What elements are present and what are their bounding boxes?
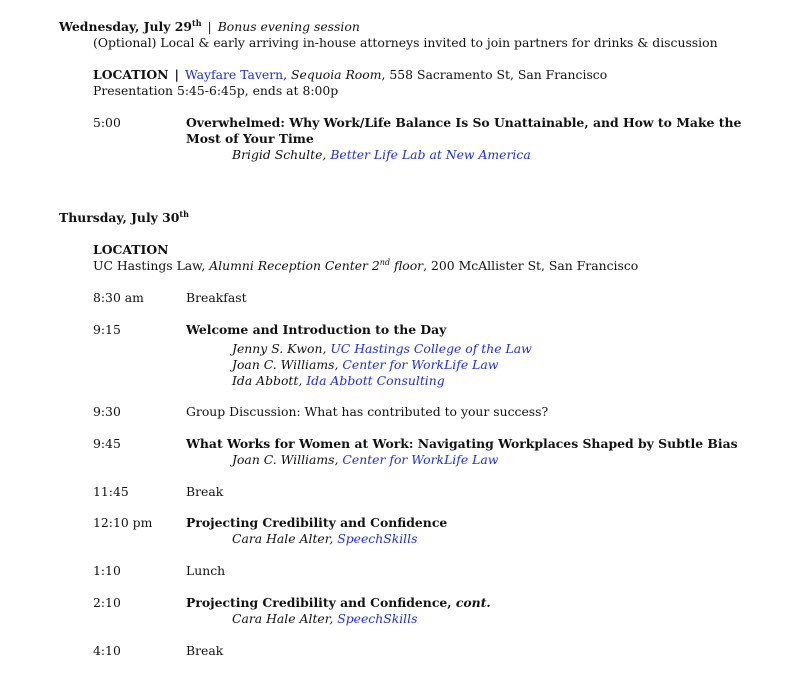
venue-name: UC Hastings Law	[93, 258, 202, 273]
venue-room: Alumni Reception Center 2	[209, 258, 380, 273]
session-title: Projecting Credibility and Confidence	[186, 515, 448, 530]
venue-link[interactable]: Wayfare Tavern	[184, 67, 284, 82]
day-heading-thursday	[59, 210, 189, 226]
punctuation: ,	[201, 258, 210, 273]
punctuation: ,	[329, 531, 338, 546]
affiliation-link[interactable]: Center for WorkLife Law	[342, 452, 499, 467]
session-time: 1:10	[93, 563, 121, 578]
day-label: Wednesday, July 29	[59, 19, 192, 34]
session-title: What Works for Women at Work: Navigating Workplaces Shaped by Subtle Bias	[186, 436, 738, 451]
session-time: 12:10 pm	[93, 515, 153, 530]
affiliation-link[interactable]: Ida Abbott Consulting	[306, 373, 445, 388]
affiliation-link[interactable]: Center for WorkLife Law	[342, 357, 499, 372]
speaker-name: Cara Hale Alter	[232, 611, 330, 626]
session-time: 9:30	[93, 404, 121, 419]
session-time: 5:00	[93, 115, 121, 130]
speaker-line	[232, 341, 532, 357]
punctuation: ,	[322, 147, 331, 162]
session-title: Overwhelmed: Why Work/Life Balance Is So Unattainable, and How to Make the	[186, 115, 742, 130]
day-ordinal: th	[179, 209, 189, 219]
session-title-suffix: cont.	[455, 595, 491, 610]
separator: |	[174, 67, 179, 82]
session-time: 9:15	[93, 322, 121, 337]
presentation-times: Presentation 5:45-6:45p, ends at 8:00p	[93, 83, 339, 98]
invitation-text: (Optional) Local & early arriving in-house attorneys invited to join partners for drinks & discussion	[93, 35, 718, 50]
day-heading-wednesday	[59, 19, 360, 35]
location-label: LOCATION	[93, 67, 169, 82]
session-time: 4:10	[93, 643, 121, 658]
speaker-line	[232, 452, 498, 468]
punctuation: ,	[334, 357, 343, 372]
session-title: Break	[186, 484, 224, 499]
speaker-name: Ida Abbott	[232, 373, 299, 388]
venue-address: , 558 Sacramento St, San Francisco	[381, 67, 608, 82]
floor-ordinal: nd	[379, 258, 391, 267]
speaker-name: Joan C. Williams	[232, 452, 335, 467]
session-time: 2:10	[93, 595, 121, 610]
affiliation-link[interactable]: SpeechSkills	[337, 531, 418, 546]
day-ordinal: th	[192, 18, 202, 28]
session-title-text: Projecting Credibility and Confidence,	[186, 595, 456, 610]
affiliation-link[interactable]: SpeechSkills	[337, 611, 418, 626]
venue-address: , 200 McAllister St, San Francisco	[423, 258, 639, 273]
session-time: 11:45	[93, 484, 129, 499]
venue-room-floor: floor	[390, 258, 424, 273]
punctuation: ,	[298, 373, 307, 388]
session-time: 8:30 am	[93, 290, 144, 305]
speaker-line	[232, 611, 417, 627]
speaker-line	[232, 357, 498, 373]
session-time: 9:45	[93, 436, 121, 451]
affiliation-link[interactable]: UC Hastings College of the Law	[330, 341, 532, 356]
speaker-name: Jenny S. Kwon	[232, 341, 323, 356]
session-title-cont: Most of Your Time	[186, 131, 314, 146]
session-title: Welcome and Introduction to the Day	[186, 322, 447, 337]
session-title: Break	[186, 643, 224, 658]
speaker-line	[232, 147, 531, 163]
session-title: Lunch	[186, 563, 226, 578]
punctuation: ,	[329, 611, 338, 626]
speaker-name: Joan C. Williams	[232, 357, 335, 372]
punctuation: ,	[283, 67, 291, 82]
session-title: Breakfast	[186, 290, 247, 305]
session-title	[186, 595, 491, 611]
venue-room: Sequoia Room	[291, 67, 382, 82]
session-title: Group Discussion: What has contributed to your success?	[186, 404, 549, 419]
day-label: Thursday, July 30	[59, 210, 180, 225]
speaker-name: Cara Hale Alter	[232, 531, 330, 546]
location-label: LOCATION	[93, 242, 169, 257]
punctuation: ,	[322, 341, 331, 356]
speaker-line	[232, 373, 445, 389]
session-note: Bonus evening session	[217, 19, 360, 34]
speaker-line	[232, 531, 417, 547]
speaker-name: Brigid Schulte	[232, 147, 323, 162]
location-line	[93, 258, 638, 274]
punctuation: ,	[334, 452, 343, 467]
affiliation-link[interactable]: Better Life Lab at New America	[330, 147, 531, 162]
location-line	[93, 67, 607, 83]
separator: |	[207, 19, 212, 34]
